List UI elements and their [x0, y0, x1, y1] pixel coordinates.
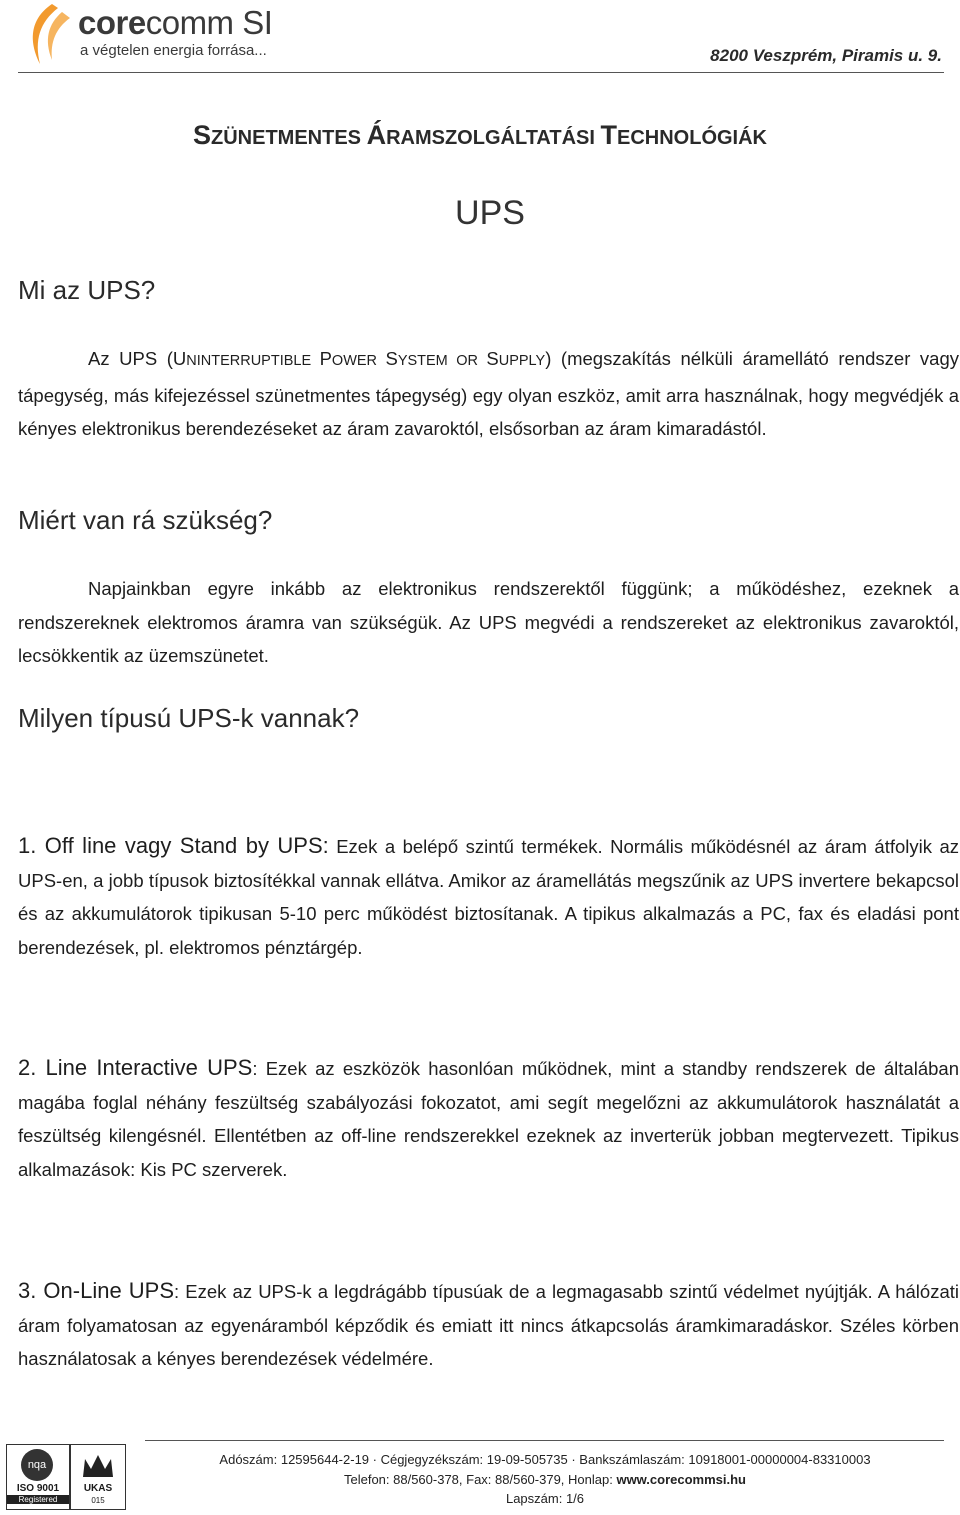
- list-item-lead: 2. Line Interactive UPS: [18, 1055, 253, 1080]
- footer-page-number: Lapszám: 1/6: [505, 1491, 585, 1506]
- logo-name: corecomm SI: [78, 4, 273, 41]
- list-item-lead: 1. Off line vagy Stand by UPS:: [18, 833, 329, 858]
- document-title: SZÜNETMENTES ÁRAMSZOLGÁLTATÁSI TECHNOLÓGIÁK: [193, 120, 767, 150]
- logo-tagline: a végtelen energia forrása...: [80, 42, 267, 59]
- heading-ups-types: Milyen típusú UPS-k vannak?: [18, 703, 360, 733]
- heading-why-needed: Miért van rá szükség?: [18, 505, 273, 535]
- header-address: 8200 Veszprém, Piramis u. 9.: [710, 46, 942, 65]
- logo-swoosh-icon: [18, 2, 80, 66]
- ukas-certification-logo: UKAS 015: [70, 1444, 126, 1510]
- crown-icon: [71, 1447, 125, 1487]
- footer-contact: Telefon: 88/560-378, Fax: 88/560-379, Honlap: www.corecommsi.hu: [343, 1472, 747, 1487]
- website-link[interactable]: www.corecommsi.hu: [616, 1472, 747, 1487]
- list-item-offline-ups: 1. Off line vagy Stand by UPS: Ezek a belépő szintű termékek. Normális működésnél az áram átfolyik az UPS-en, a jobb típusok biztosítékkal vannak ellátva. Amikor az áramellátás megszűnik az UPS invertere bekapcsol és az akkumulátorok tipikusan 5-10 perc működést biztosítanak. A tipikus alkalmazás a PC, fax és eladási pont berendezések, pl. elektromos pénztárgép.: [18, 833, 959, 958]
- iso-certification-logo: nqa ISO 9001 Registered: [6, 1444, 70, 1510]
- list-item-line-interactive-ups: 2. Line Interactive UPS: Ezek az eszközök hasonlóan működnek, mint a standby rendszerek de általában magába foglal néhány feszültség szabályozási fokozatot, ami segít megelőzni az akkumulátorok használatát a feszültség kilengésnél. Ellentétben az off-line rendszerekkel ezeknek az inverterük jobban megtervezett. Tipikus alkalmazások: Kis PC szerverek.: [18, 1055, 959, 1180]
- footer-company-ids: Adószám: 12595644-2-19 · Cégjegyzékszám: 19-09-505735 · Bankszámlaszám: 10918001-00000004-83310003: [219, 1452, 871, 1467]
- company-logo: [18, 2, 278, 66]
- header-divider: [18, 72, 944, 73]
- list-item-online-ups: 3. On-Line UPS: Ezek az UPS-k a legdrágább típusúak de a legmagasabb szintű védelmet nyújtják. A hálózati áram folyamatosan az egyenáramból képződik és emiatt itt nincs átkapcsolás áramkimaradáskor. Széles körben használatosak a kényes berendezések védelmére.: [18, 1278, 959, 1369]
- footer-divider: [145, 1440, 944, 1441]
- document-subtitle: UPS: [455, 194, 525, 232]
- paragraph-why-needed: Napjainkban egyre inkább az elektronikus rendszerektől függünk; a működéshez, ezeknek a rendszereknek elektromos áramra van szükségük. Az UPS megvédi a rendszereket az elektronikus zavaroktól, lecsökkentik az üzemszünetet.: [18, 578, 959, 666]
- paragraph-what-is-ups: Az UPS (UNINTERRUPTIBLE POWER SYSTEM OR SUPPLY) (megszakítás nélküli áramellátó rendszer vagy tápegység, más kifejezéssel szünetmentes tápegység) egy olyan eszköz, amit arra használnak, hogy megvédjék a kényes elektronikus berendezéseket az áram zavaroktól, elsősorban az áram kimaradástól.: [18, 348, 959, 439]
- list-item-lead: 3. On-Line UPS: [18, 1278, 175, 1303]
- heading-what-is-ups: Mi az UPS?: [18, 275, 156, 305]
